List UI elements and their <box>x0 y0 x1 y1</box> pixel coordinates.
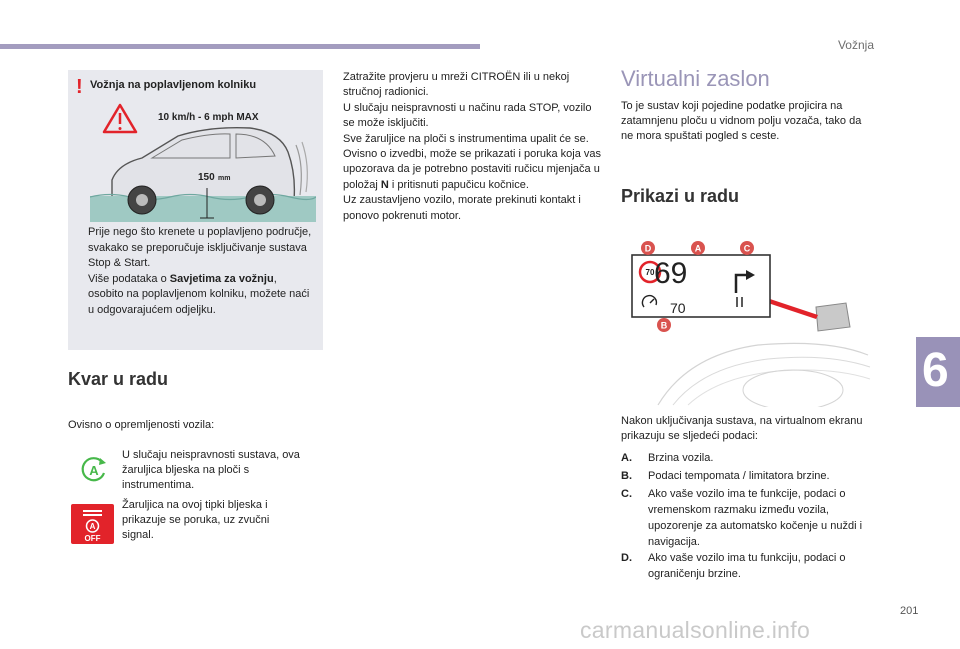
col2-line-4 <box>343 147 605 193</box>
badge-b <box>657 318 671 332</box>
watermark[interactable]: carmanualsonline.info <box>580 617 811 643</box>
fault-item-1: U slučaju neispravnosti sustava, ova žaruljica bljeska na ploči s instrumentima. <box>122 449 300 491</box>
list-key-b: B. <box>621 470 632 482</box>
col2-l4-bold: N <box>380 178 389 191</box>
spray-line-1 <box>296 145 301 195</box>
icon-a-arrow <box>99 458 106 465</box>
warning-paragraph-2 <box>88 272 313 319</box>
warning-p2-suffix: , osobito na poplavljenom kolniku, možete naći u odgovarajućem odjeljku. <box>88 272 310 316</box>
col2-l4-suffix: i pritisnuti papučicu kočnice. <box>388 178 529 191</box>
virtual-subtitle: Prikazi u radu <box>621 186 740 206</box>
head-up-display-illustration <box>618 235 874 407</box>
col2-line-3: Sve žaruljice na ploči s instrumentima upalit će se. <box>343 132 589 145</box>
depth-value: 150 <box>198 172 215 183</box>
svg-text:D: D <box>644 243 652 254</box>
list-val-c: Ako vaše vozilo ima te funkcije, podaci o vremenskom razmaku između vozila, upozorenje za automatsko kočenje u nuždi i navigacija. <box>648 488 863 548</box>
svg-text:B: B <box>660 320 668 331</box>
list-item <box>621 450 871 466</box>
col2-line-1: Zatražite provjeru u mreži CITROËN ili u nekoj stručnoj radionici. <box>343 71 570 99</box>
off-label: OFF <box>84 534 101 543</box>
projection-screen <box>816 303 850 331</box>
speed-sign-value: 70 <box>645 268 655 277</box>
off-button-graphic <box>71 504 114 544</box>
fault-intro: Ovisno o opremljenosti vozila: <box>68 419 215 431</box>
list-key-c: C. <box>621 488 632 500</box>
list-key-a: A. <box>621 452 632 464</box>
steering-sketch <box>743 370 843 407</box>
warning-p2-bold: Savjetima za vožnju <box>169 272 274 285</box>
depth-unit: mm <box>218 175 231 182</box>
list-key-d: D. <box>621 552 632 564</box>
badge-a <box>691 241 705 255</box>
warning-title: Vožnja na poplavljenom kolniku <box>90 79 257 91</box>
col2-line-5: Uz zaustavljeno vozilo, morate prekinuti kontakt i ponovo pokrenuti motor. <box>343 194 581 222</box>
flooded-road-warning-box <box>68 70 323 350</box>
vehicle-speed-value: 69 <box>654 257 688 290</box>
section-label: Vožnja <box>837 38 874 52</box>
column-2-text <box>343 70 605 224</box>
badge-c <box>740 241 754 255</box>
flooded-car-illustration <box>90 100 316 222</box>
list-item <box>621 550 871 582</box>
virtual-after-text: Nakon uključivanja sustava, na virtualnom ekranu prikazuju se sljedeći podaci: <box>621 415 863 442</box>
projection-arrow <box>768 299 818 319</box>
col2-l4-prefix: Ovisno o izvedbi, može se prikazati i poruka koja vas upozorava da je potrebno postaviti ručicu mjenjača u položaj <box>343 148 602 191</box>
list-val-d: Ako vaše vozilo ima tu funkciju, podaci o ograničenju brzine. <box>648 552 846 580</box>
list-item <box>621 486 871 550</box>
spray-line-2 <box>302 142 307 192</box>
chapter-number: 6 <box>922 344 949 397</box>
stop-start-off-button-icon <box>71 504 114 544</box>
list-val-b: Podaci tempomata / limitatora brzine. <box>648 470 830 482</box>
cruise-value: 70 <box>670 300 686 316</box>
svg-text:A: A <box>694 243 702 254</box>
badge-d <box>641 241 655 255</box>
virtual-display-title: Virtualni zaslon <box>621 66 770 91</box>
speed-label: 10 km/h - 6 mph MAX <box>158 112 259 123</box>
front-hub <box>136 194 148 206</box>
header-bar <box>0 44 480 49</box>
stop-start-fault-icon <box>80 456 108 484</box>
svg-text:C: C <box>743 243 751 254</box>
fault-item-2: Žaruljica na ovoj tipki bljeska i prikazuje se poruka, uz zvučni signal. <box>122 499 270 541</box>
warning-exclamation-icon: ! <box>76 76 83 98</box>
dash-line-2 <box>673 357 870 405</box>
col2-line-2: U slučaju neispravnosti u načinu rada STOP, vozilo se može isključiti. <box>343 101 592 130</box>
list-item <box>621 468 871 484</box>
fault-title: Kvar u radu <box>68 369 169 389</box>
list-val-a: Brzina vozila. <box>648 452 714 464</box>
page-number: 201 <box>900 605 919 617</box>
triangle-dot <box>119 127 122 130</box>
virtual-intro: To je sustav koji pojedine podatke projicira na zatamnjenu ploču u vidnom polju vozača, tako da ne mora spuštati pogled s ceste. <box>621 100 862 142</box>
chapter-tab <box>916 337 960 407</box>
icon-a-letter: A <box>89 463 99 478</box>
warning-paragraph-1: Prije nego što krenete u poplavljeno područje, svakako se preporučuje isključivanje sustava Stop & Start. <box>88 226 312 269</box>
warning-text <box>88 225 313 318</box>
off-letter: A <box>89 522 96 531</box>
rear-hub <box>254 194 266 206</box>
warning-p2-prefix: Više podataka o <box>88 272 170 285</box>
